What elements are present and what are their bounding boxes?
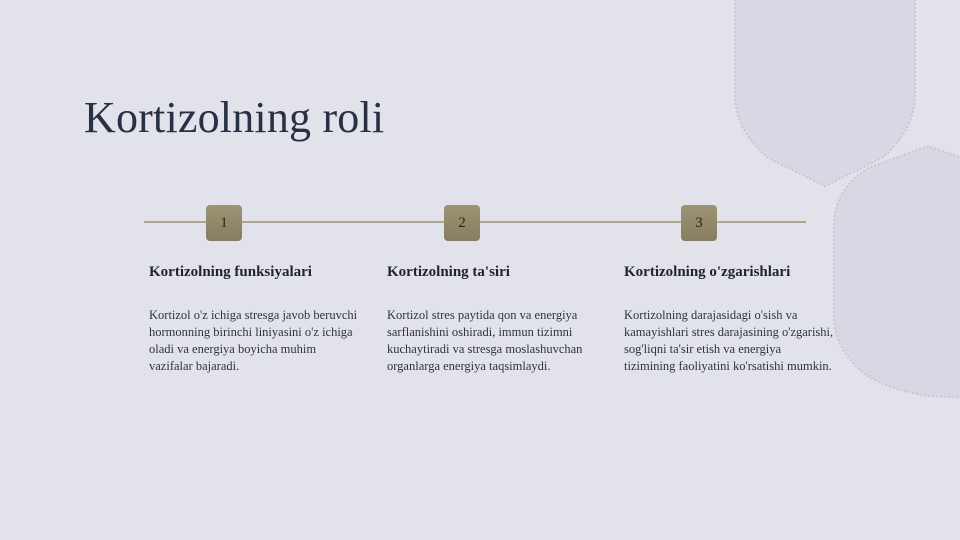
decorative-arch-top	[735, 0, 915, 186]
timeline-step-2	[387, 264, 597, 375]
timeline-step-3	[624, 264, 834, 375]
timeline-marker-1: 1	[206, 205, 242, 241]
step-title: Kortizolning funksiyalari	[149, 264, 312, 280]
timeline-marker-3: 3	[681, 205, 717, 241]
timeline-step-1	[149, 264, 359, 375]
step-title: Kortizolning ta'siri	[387, 264, 510, 280]
step-title: Kortizolning o'zgarishlari	[624, 264, 791, 280]
decorative-arch-bottom	[834, 146, 960, 398]
step-description: Kortizolning darajasidagi o'sish va kamayishlari stres darajasining o'zgarishi, sog'liqni ta'sir etish va energiya tizimining faoliyatini ko'rsatishi mumkin.	[624, 308, 834, 373]
timeline-marker-2: 2	[444, 205, 480, 241]
step-description: Kortizol o'z ichiga stresga javob beruvchi hormonning birinchi liniyasini o'z ichiga oladi va energiya boyicha muhim vazifalar bajaradi.	[149, 308, 358, 373]
step-description: Kortizol stres paytida qon va energiya sarflanishini oshiradi, immun tizimni kuchaytiradi va stresga moslashuvchan organlarga energiya taqsimlaydi.	[387, 308, 583, 373]
slide-title: Kortizolning roli	[84, 93, 385, 142]
